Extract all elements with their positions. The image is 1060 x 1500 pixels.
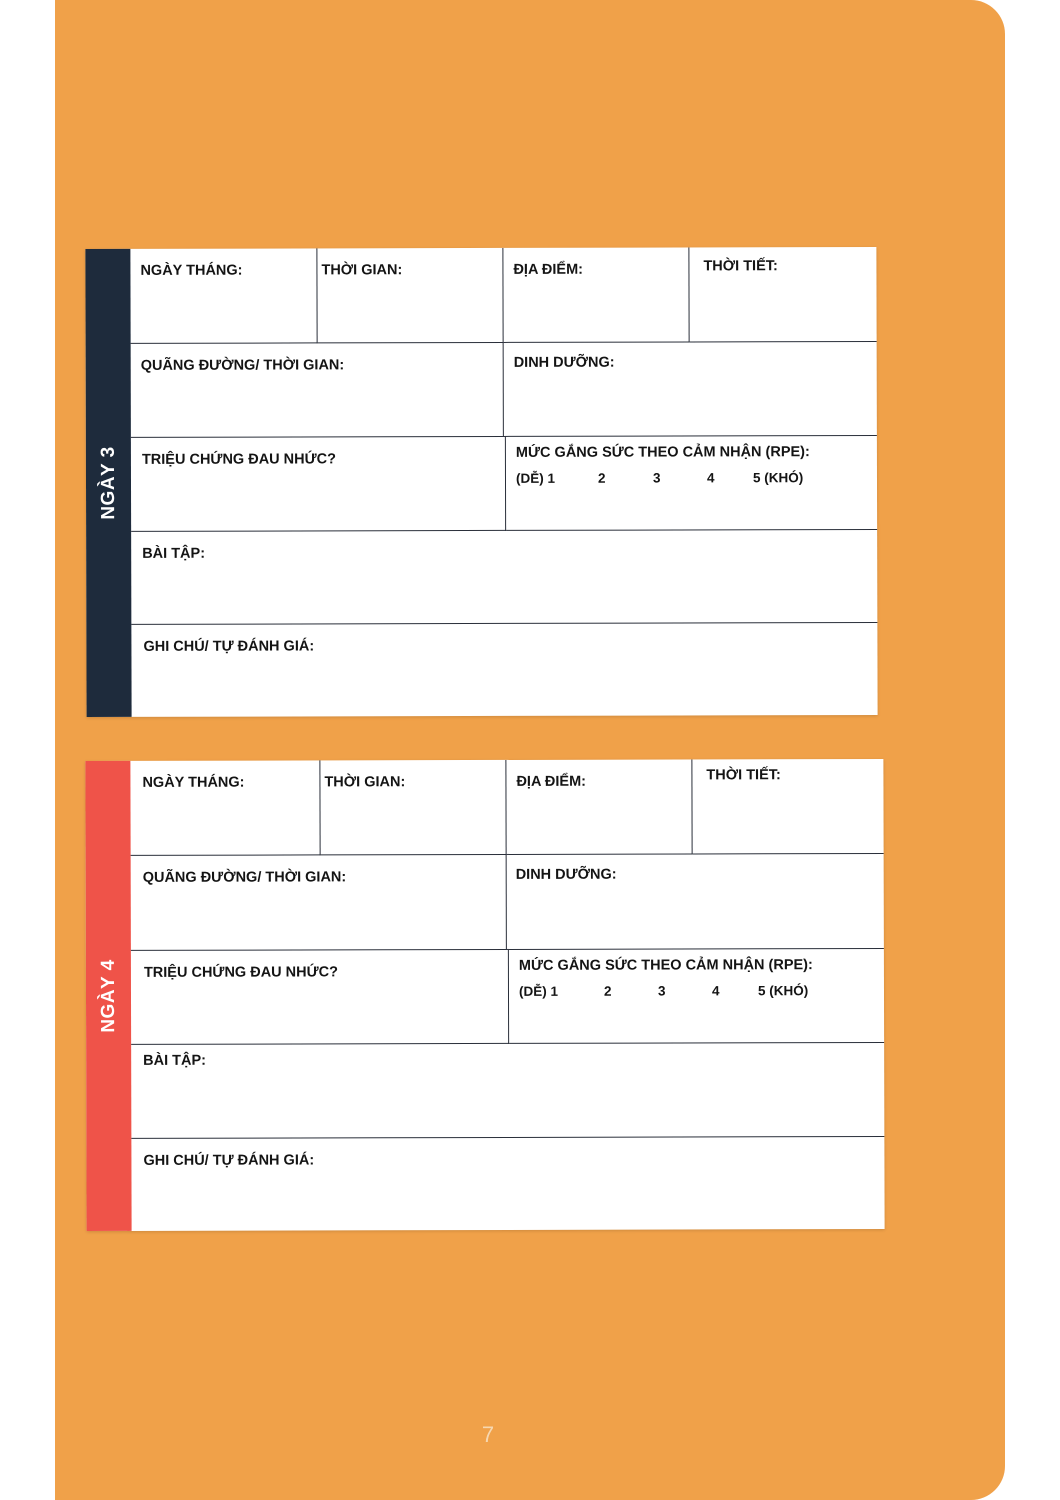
notes-label: GHI CHÚ/ TỰ ĐÁNH GIÁ: [143, 638, 315, 655]
exercise-label: BÀI TẬP: [143, 1052, 207, 1069]
exercise-label: BÀI TẬP: [142, 545, 206, 562]
time-label: THỜI GIAN: [324, 774, 406, 791]
symptoms-field[interactable] [131, 950, 509, 1045]
rpe-scale-3[interactable]: 3 [652, 470, 661, 486]
page-background [55, 0, 1005, 1500]
location-label: ĐỊA ĐIỂM: [516, 773, 587, 790]
log-grid [130, 759, 884, 1231]
rpe-scale-5[interactable]: 5 (KHÓ) [757, 983, 809, 999]
exercise-field[interactable] [131, 1043, 884, 1139]
symptoms-label: TRIỆU CHỨNG ĐAU NHỨC? [141, 451, 336, 468]
weather-field[interactable] [692, 759, 883, 854]
distance-time-field[interactable] [131, 855, 507, 951]
distance-time-label: QUÃNG ĐƯỜNG/ THỜI GIAN: [142, 869, 347, 886]
location-field[interactable] [506, 759, 692, 854]
distance-time-field[interactable] [131, 343, 504, 438]
rpe-scale-2[interactable]: 2 [603, 983, 612, 999]
time-field[interactable] [317, 248, 503, 343]
date-field[interactable] [130, 760, 320, 855]
notes-label: GHI CHÚ/ TỰ ĐÁNH GIÁ: [143, 1152, 315, 1169]
notes-field[interactable] [131, 1137, 884, 1231]
distance-time-label: QUÃNG ĐƯỜNG/ THỜI GIAN: [140, 357, 345, 374]
rpe-scale-1[interactable]: (DỄ) 1 [515, 470, 556, 486]
rpe-scale [519, 983, 819, 1002]
rpe-scale [516, 470, 816, 489]
day-label: NGÀY 4 [97, 959, 119, 1033]
date-label: NGÀY THÁNG: [140, 262, 243, 279]
rpe-scale-4[interactable]: 4 [706, 470, 715, 486]
weather-label: THỜI TIẾT: [703, 258, 778, 275]
nutrition-field[interactable] [504, 342, 877, 437]
nutrition-label: DINH DƯỠNG: [515, 866, 617, 883]
weather-label: THỜI TIẾT: [706, 767, 781, 784]
symptoms-label: TRIỆU CHỨNG ĐAU NHỨC? [143, 964, 338, 981]
rpe-scale-4[interactable]: 4 [711, 983, 720, 999]
day-side-bar [85, 761, 131, 1231]
rpe-scale-1[interactable]: (DỄ) 1 [518, 983, 559, 999]
rpe-scale-5[interactable]: 5 (KHÓ) [752, 470, 804, 486]
rpe-field[interactable] [506, 436, 877, 531]
rpe-label: MỨC GẮNG SỨC THEO CẢM NHẬN (RPE): [518, 957, 813, 974]
log-card-day-3 [85, 247, 877, 717]
log-grid [130, 247, 877, 717]
rpe-scale-3[interactable]: 3 [657, 983, 666, 999]
time-field[interactable] [320, 760, 506, 855]
date-label: NGÀY THÁNG: [142, 774, 245, 791]
rpe-scale-2[interactable]: 2 [597, 470, 606, 486]
location-label: ĐỊA ĐIỂM: [513, 261, 584, 278]
weather-field[interactable] [689, 247, 876, 342]
log-card-day-4 [85, 759, 884, 1231]
day-label: NGÀY 3 [97, 446, 119, 520]
rpe-field[interactable] [509, 949, 884, 1044]
page-number: 7 [481, 1422, 495, 1447]
date-field[interactable] [130, 248, 317, 343]
rpe-label: MỨC GẮNG SỨC THEO CẢM NHẬN (RPE): [515, 444, 810, 461]
location-field[interactable] [503, 247, 689, 342]
day-side-bar [85, 249, 131, 717]
time-label: THỜI GIAN: [321, 262, 403, 279]
notes-field[interactable] [131, 623, 877, 717]
symptoms-field[interactable] [131, 437, 506, 532]
exercise-field[interactable] [131, 530, 877, 625]
nutrition-field[interactable] [507, 854, 884, 950]
nutrition-label: DINH DƯỠNG: [513, 354, 615, 371]
